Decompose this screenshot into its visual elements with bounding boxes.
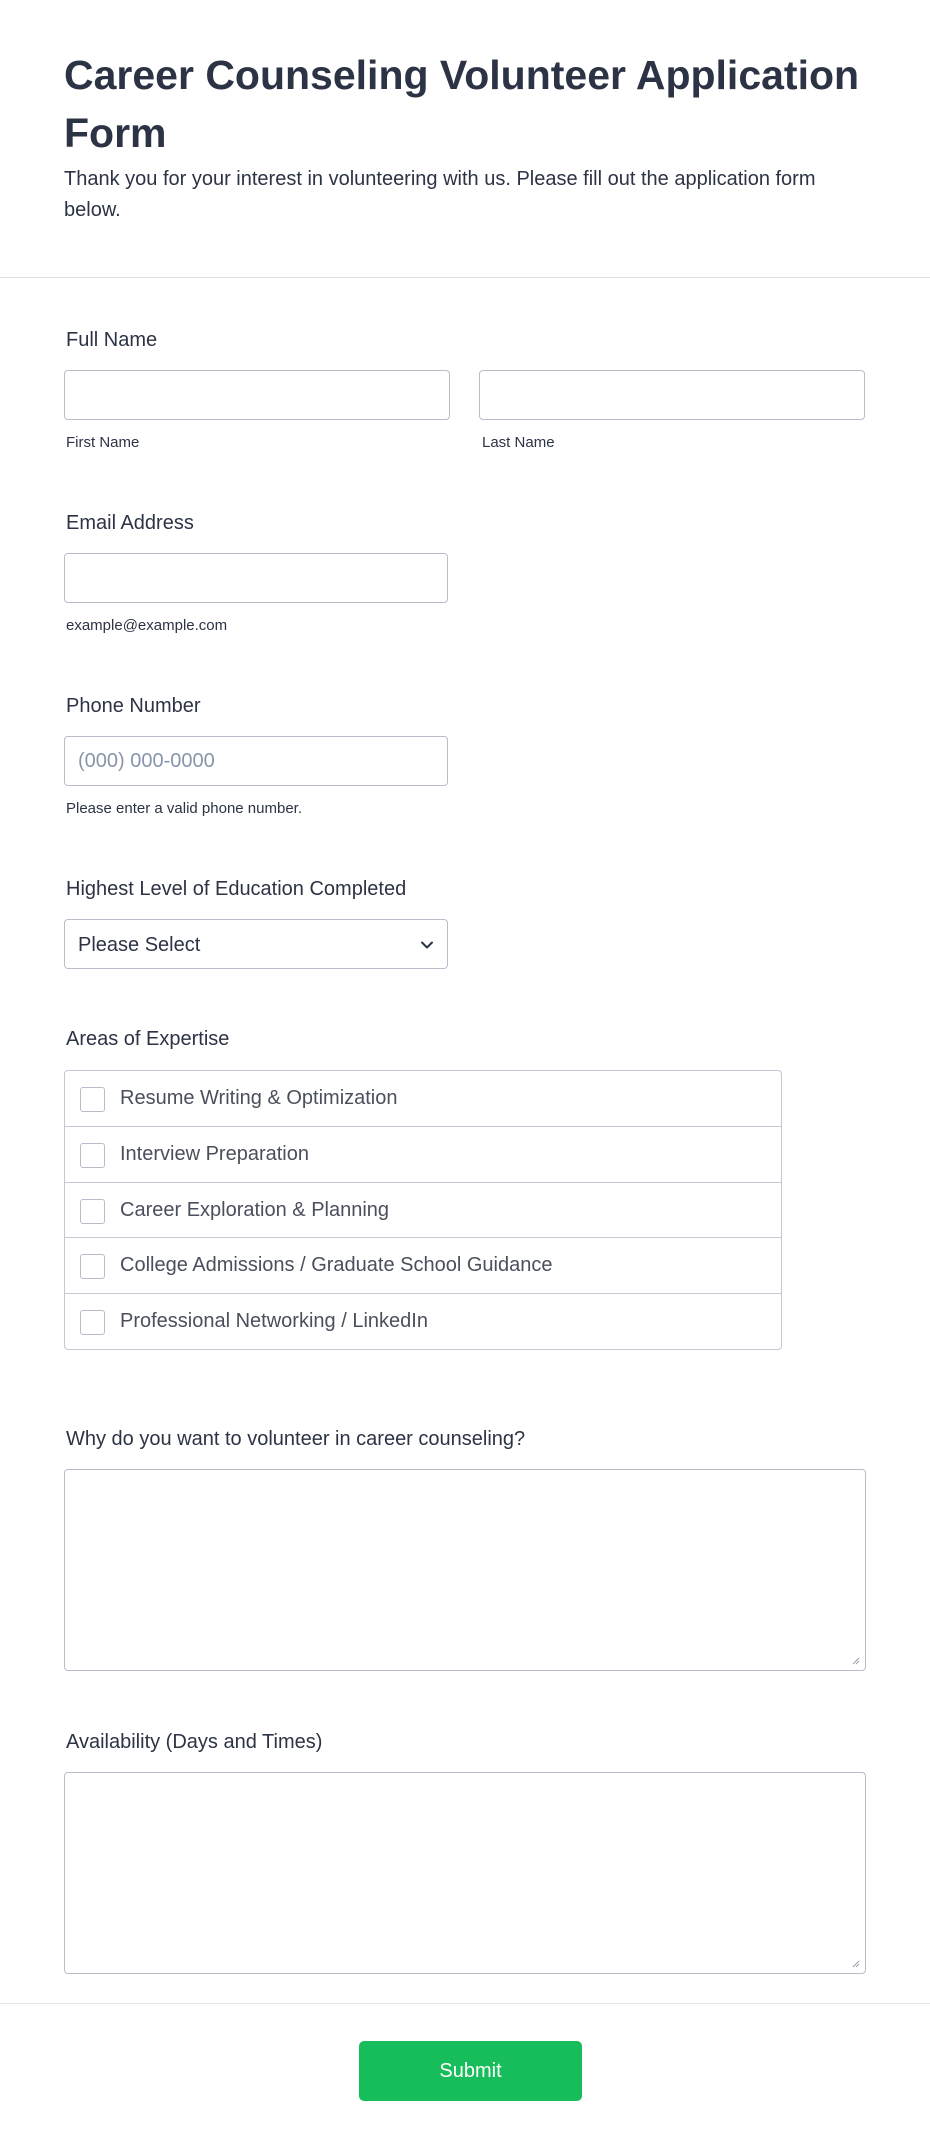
- expertise-option[interactable]: [65, 1126, 781, 1182]
- resize-handle-icon[interactable]: [850, 1958, 860, 1968]
- education-select[interactable]: [64, 919, 448, 969]
- last-name-input[interactable]: [479, 370, 865, 420]
- education-label: Highest Level of Education Completed: [66, 878, 407, 900]
- checkbox-label: Resume Writing & Optimization: [120, 1087, 398, 1109]
- resize-handle-icon[interactable]: [850, 1655, 860, 1665]
- email-input[interactable]: [64, 553, 448, 603]
- checkbox-label: College Admissions / Graduate School Guidance: [120, 1254, 553, 1276]
- first-name-input[interactable]: [64, 370, 450, 420]
- email-sublabel: example@example.com: [66, 617, 228, 634]
- availability-label: Availability (Days and Times): [66, 1731, 323, 1753]
- motivation-textarea[interactable]: [64, 1469, 866, 1671]
- submit-button[interactable]: Submit: [359, 2041, 582, 2101]
- education-selected-value: Please Select: [78, 934, 201, 956]
- phone-label: Phone Number: [66, 695, 201, 717]
- phone-sublabel: Please enter a valid phone number.: [66, 800, 302, 817]
- checkbox-label: Professional Networking / LinkedIn: [120, 1310, 428, 1332]
- phone-input[interactable]: [64, 736, 448, 786]
- checkbox[interactable]: [80, 1199, 105, 1224]
- chevron-down-icon: [419, 937, 435, 953]
- checkbox-label: Career Exploration & Planning: [120, 1199, 390, 1221]
- expertise-option[interactable]: [65, 1237, 781, 1293]
- checkbox[interactable]: [80, 1254, 105, 1279]
- form-header: [0, 0, 930, 278]
- first-name-sublabel: First Name: [66, 434, 140, 451]
- availability-textarea[interactable]: [64, 1772, 866, 1974]
- form-title: Career Counseling Volunteer Application Form: [64, 52, 860, 156]
- checkbox-label: Interview Preparation: [120, 1143, 309, 1165]
- expertise-checkbox-group: [64, 1070, 782, 1350]
- email-label: Email Address: [66, 512, 194, 534]
- expertise-option[interactable]: [65, 1182, 781, 1238]
- full-name-label: Full Name: [66, 329, 158, 351]
- form-subtitle: Thank you for your interest in volunteering with us. Please fill out the application form below.: [64, 168, 816, 221]
- checkbox[interactable]: [80, 1087, 105, 1112]
- expertise-label: Areas of Expertise: [66, 1028, 230, 1050]
- motivation-label: Why do you want to volunteer in career counseling?: [66, 1428, 526, 1450]
- checkbox[interactable]: [80, 1310, 105, 1335]
- checkbox[interactable]: [80, 1143, 105, 1168]
- expertise-option[interactable]: [65, 1293, 781, 1349]
- last-name-sublabel: Last Name: [482, 434, 555, 451]
- expertise-option[interactable]: [65, 1071, 781, 1127]
